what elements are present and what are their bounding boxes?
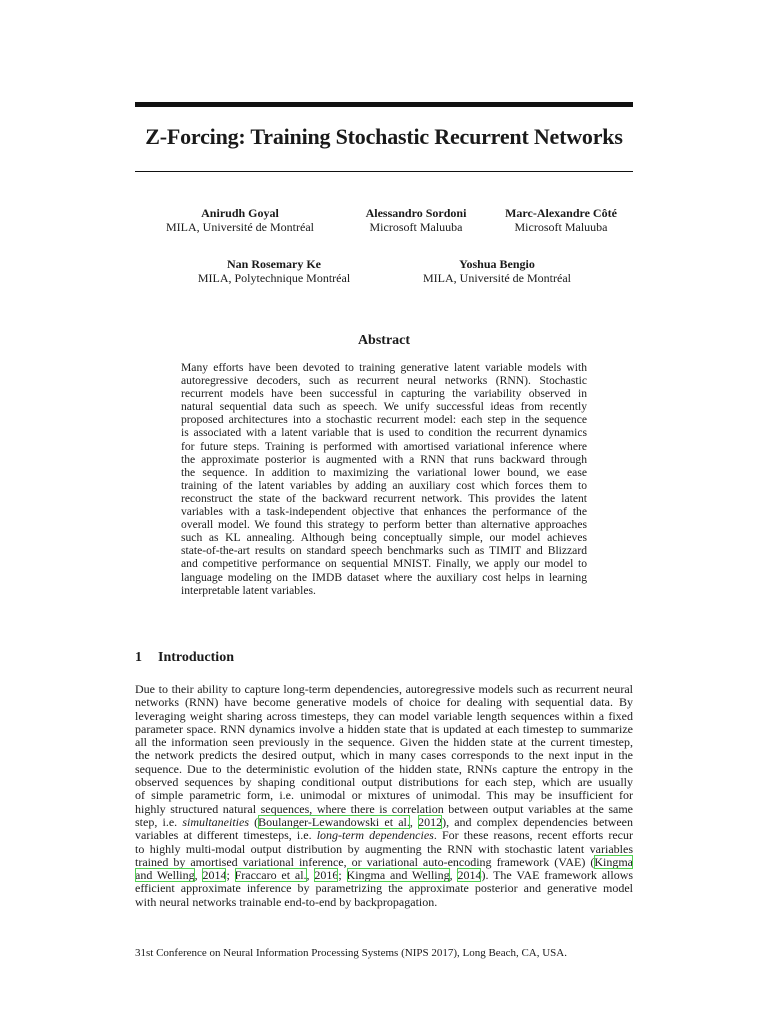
introduction-body	[135, 683, 633, 909]
author-name: Yoshua Bengio	[459, 257, 535, 271]
author-affiliation: MILA, Université de Montréal	[166, 220, 314, 234]
author-name: Alessandro Sordoni	[365, 206, 467, 220]
body-line	[135, 856, 633, 869]
abstract-line: Many efforts have been devoted to training generative latent variable models with	[181, 361, 587, 374]
text-run: variables at different timesteps, i.e.	[135, 828, 317, 843]
abstract-line: such as KL annealing. Although being conceptually simple, our model achieves	[181, 531, 587, 545]
conference-footnote: 31st Conference on Neural Information Processing Systems (NIPS 2017), Long Beach, CA, USA.	[135, 947, 567, 959]
body-line: Due to their ability to capture long-term dependencies, autoregressive models such as recurrent neural	[135, 682, 633, 696]
author-block	[159, 257, 389, 285]
citation-link[interactable]: 2016	[314, 868, 339, 883]
title-top-rule	[135, 102, 633, 107]
abstract-line: natural sequential data such as speech. We unify successful ideas from recently	[181, 400, 587, 414]
emphasis: long-term dependencies	[316, 828, 434, 843]
body-line: parameter space. RNN dynamics involve a hidden state that is updated at each timestep to summarize	[135, 721, 633, 736]
body-line: step, i.e. simultaneities (Boulanger-Lewandowski et al., 2012), and complex dependencies between	[135, 814, 633, 829]
abstract-body	[181, 361, 587, 597]
abstract-line: the approximate posterior is augmented with a RNN that runs backward through	[181, 452, 587, 466]
body-line: to highly multi-modal output distribution by augmenting the RNN with stochastic latent variables	[135, 841, 633, 856]
author-block	[382, 257, 612, 285]
title-bottom-rule	[135, 171, 633, 172]
body-line: all the information seen previously in the sequence. Given the hidden state at the current timestep,	[135, 735, 633, 750]
body-line: observed sequences by shaping conditional output distributions for each step, which are usually	[135, 775, 633, 790]
author-block	[140, 206, 340, 234]
body-line: with neural networks trainable end-to-end by backpropagation.	[135, 894, 438, 909]
abstract-line: overall model. We found this strategy to perform better than alternative approaches	[181, 518, 587, 532]
author-block	[461, 206, 661, 234]
citation-link[interactable]: and Welling	[135, 868, 195, 883]
citation-link[interactable]: 2012	[418, 814, 443, 829]
body-line: leveraging weight sharing across timesteps, they can model variable length sequences within a fixed	[135, 708, 633, 723]
author-affiliation: MILA, Université de Montréal	[423, 271, 571, 285]
abstract-line: the sequence. In addition to maximizing the variational lower bound, we ease	[181, 465, 587, 479]
abstract-line: state-of-the-art results on standard speech benchmarks such as TIMIT and Blizzard	[181, 544, 587, 558]
author-name: Marc-Alexandre Côté	[505, 206, 617, 220]
section-heading	[135, 650, 234, 666]
citation-link[interactable]: Fraccaro et al.	[234, 868, 307, 883]
citation-link[interactable]: Kingma and Welling	[346, 868, 450, 883]
body-line: sequence. Due to the deterministic evolution of the hidden state, RNNs capture the entropy in the	[135, 761, 633, 776]
author-affiliation: Microsoft Maluuba	[369, 220, 463, 234]
body-line: efficient approximate inference by parametrizing the approximate posterior and generative model	[135, 881, 633, 896]
body-line: the network predicts the desired output, which in many cases corresponds to the next input in the	[135, 748, 633, 763]
citation-link[interactable]: Boulanger-Lewandowski et al.	[258, 814, 410, 829]
emphasis: simultaneities	[182, 814, 249, 829]
abstract-heading: Abstract	[357, 333, 411, 348]
body-line: and Welling, 2014; Fraccaro et al., 2016; Kingma and Welling, 2014). The VAE framework allows	[135, 868, 634, 883]
abstract-line: language modeling on the IMDB dataset where the auxiliary cost helps in learning	[181, 570, 587, 584]
text-run: , and complex dependencies between	[446, 814, 633, 829]
author-affiliation: Microsoft Maluuba	[514, 220, 608, 234]
text-run: trained by amortised variational inference, or variational auto-encoding framework (VAE) (	[135, 854, 595, 869]
citation-link[interactable]: 2014	[457, 868, 482, 883]
author-name: Nan Rosemary Ke	[227, 257, 321, 271]
author-name: Anirudh Goyal	[201, 206, 279, 220]
abstract-line: and competitive performance on sequential MNIST. Finally, we apply our model to	[181, 557, 587, 571]
body-line: of simple parametric form, i.e. unimodal or mixtures of unimodal. This may be insufficient for	[135, 788, 633, 803]
section-title: Introduction	[158, 650, 234, 665]
body-line: highly structured natural sequences, where there is correlation between output variables at the same	[135, 801, 633, 816]
paper-title: Z-Forcing: Training Stochastic Recurrent Networks	[145, 124, 623, 149]
abstract-line: reconstruct the state of the backward recurrent network. This provides the latent	[181, 491, 587, 505]
abstract-line: for future steps. Training is performed with amortised variational inference where	[181, 439, 587, 453]
text-run: . For these reasons, recent efforts recur	[433, 828, 633, 843]
abstract-line: recurrent models have been successful in capturing the variability observed in	[181, 387, 587, 401]
body-line: networks (RNN) have become generative models of choice for dealing with sequential data. By	[135, 695, 633, 710]
section-number: 1	[135, 650, 142, 665]
abstract-line: is associated with a latent variable that is used to condition the recurrent dynamics	[181, 426, 587, 440]
abstract-line: training of the latent variables by adding an auxiliary cost which forces them to	[181, 478, 587, 492]
citation-link[interactable]: 2014	[202, 868, 227, 883]
abstract-line: interpretable latent variables.	[181, 583, 316, 597]
citation-link[interactable]: Kingma	[594, 854, 633, 869]
abstract-line: proposed architectures into a stochastic recurrent model: each step in the sequence	[181, 413, 587, 427]
author-affiliation: MILA, Polytechnique Montréal	[197, 271, 351, 285]
abstract-line: variables with a task-independent objective that enhances the performance of the	[181, 505, 587, 519]
body-line	[135, 829, 633, 842]
text-run: step, i.e.	[135, 814, 183, 829]
abstract-line: autoregressive decoders, such as recurrent neural networks (RNN). Stochastic	[181, 374, 587, 388]
text-run: ). The VAE framework allows	[481, 868, 634, 883]
